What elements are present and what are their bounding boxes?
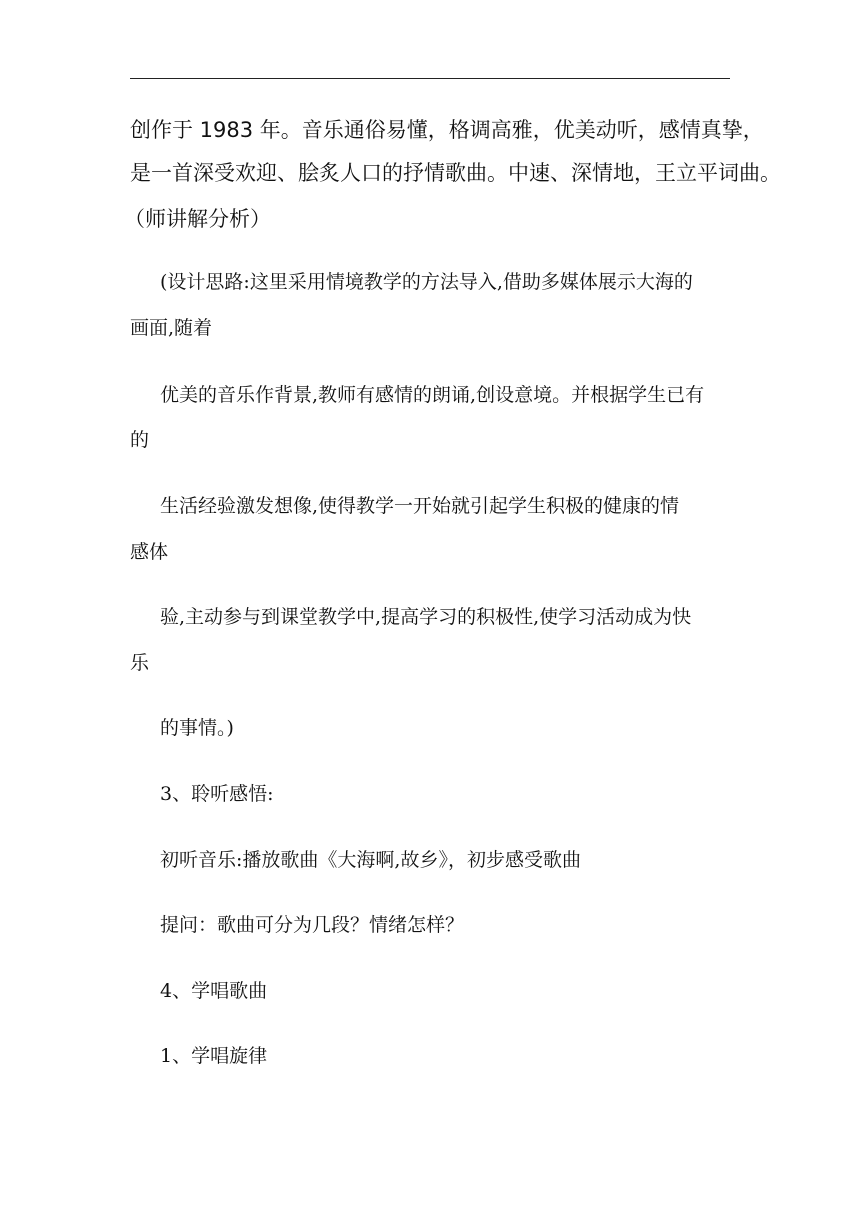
design-note-line-2: 画面,随着 [130, 317, 213, 339]
design-note-line-5: 生活经验激发想像,使得教学一开始就引起学生积极的健康的情 [160, 495, 680, 517]
header-rule [130, 78, 730, 79]
design-note-line-6: 感体 [130, 541, 169, 563]
step-listening: 3、聆听感悟: [160, 783, 274, 805]
intro-line-3: （师讲解分析） [124, 207, 271, 231]
step-question: 提问：歌曲可分为几段？情绪怎样？ [160, 914, 465, 936]
design-note-line-1: (设计思路:这里采用情境教学的方法导入,借助多媒体展示大海的 [160, 271, 693, 293]
design-note-line-3: 优美的音乐作背景,教师有感情的朗诵,创设意境。并根据学生已有 [160, 384, 705, 406]
design-note-line-7: 验,主动参与到课堂教学中,提高学习的积极性,使学习活动成为快 [160, 606, 692, 628]
design-note-line-4: 的 [130, 429, 150, 451]
design-note-line-8: 乐 [130, 652, 150, 674]
design-note-line-9: 的事情。) [160, 717, 234, 739]
step-first-listen: 初听音乐:播放歌曲《大海啊,故乡》，初步感受歌曲 [160, 849, 581, 871]
step-learn-melody: 1、学唱旋律 [160, 1045, 268, 1067]
step-learn-song: 4、学唱歌曲 [160, 980, 268, 1002]
intro-line-2: 是一首深受欢迎、脍炙人口的抒情歌曲。中速、深情地，王立平词曲。 [130, 161, 781, 185]
intro-line-1: 创作于 1983 年。音乐通俗易懂，格调高雅，优美动听，感情真挚， [130, 118, 764, 142]
